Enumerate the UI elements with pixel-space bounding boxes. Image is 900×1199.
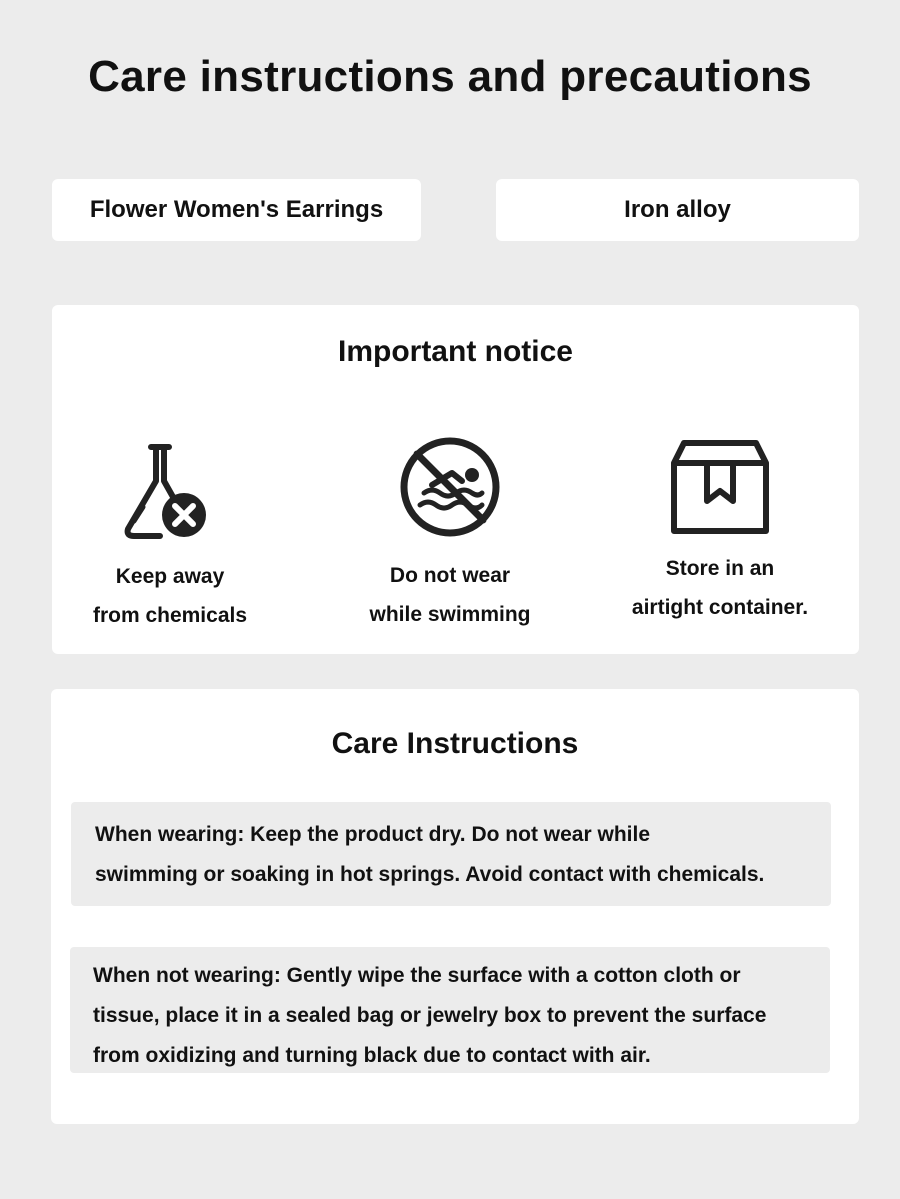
notice-label-swimming-line2: while swimming [369, 603, 531, 626]
chemical-flask-cross-icon [118, 441, 218, 541]
care-not-wearing-line3: from oxidizing and turning black due to contact with air. [93, 1044, 651, 1067]
care-wearing-box [71, 802, 831, 906]
notice-label-storage-line1: Store in an [665, 557, 775, 580]
product-name-tag: Flower Women's Earrings [52, 179, 421, 241]
care-not-wearing-box [70, 947, 830, 1073]
care-wearing-line1: When wearing: Keep the product dry. Do not wear while [95, 823, 650, 846]
important-notice-card [52, 305, 859, 654]
care-wearing-line2: swimming or soaking in hot springs. Avoid contact with chemicals. [95, 863, 765, 886]
notice-item-storage [600, 439, 840, 627]
care-instructions-card [51, 689, 859, 1124]
notice-label-chemicals-line2: from chemicals [92, 604, 248, 627]
notice-label-chemicals-line1: Keep away [115, 565, 225, 588]
care-not-wearing-line1: When not wearing: Gently wipe the surface with a cotton cloth or [93, 964, 741, 987]
care-not-wearing-line2: tissue, place it in a sealed bag or jewelry box to prevent the surface [93, 1004, 767, 1027]
no-swimming-icon [398, 435, 502, 539]
notice-label-swimming-line1: Do not wear [389, 564, 511, 587]
notice-item-swimming [330, 435, 570, 634]
page-title: Care instructions and precautions [88, 52, 812, 101]
storage-box-icon [670, 439, 770, 537]
notice-heading: Important notice [337, 335, 573, 368]
care-heading: Care Instructions [331, 727, 579, 760]
notice-label-storage-line2: airtight container. [631, 596, 809, 619]
material-tag: Iron alloy [496, 179, 859, 241]
notice-item-chemicals [50, 441, 290, 635]
